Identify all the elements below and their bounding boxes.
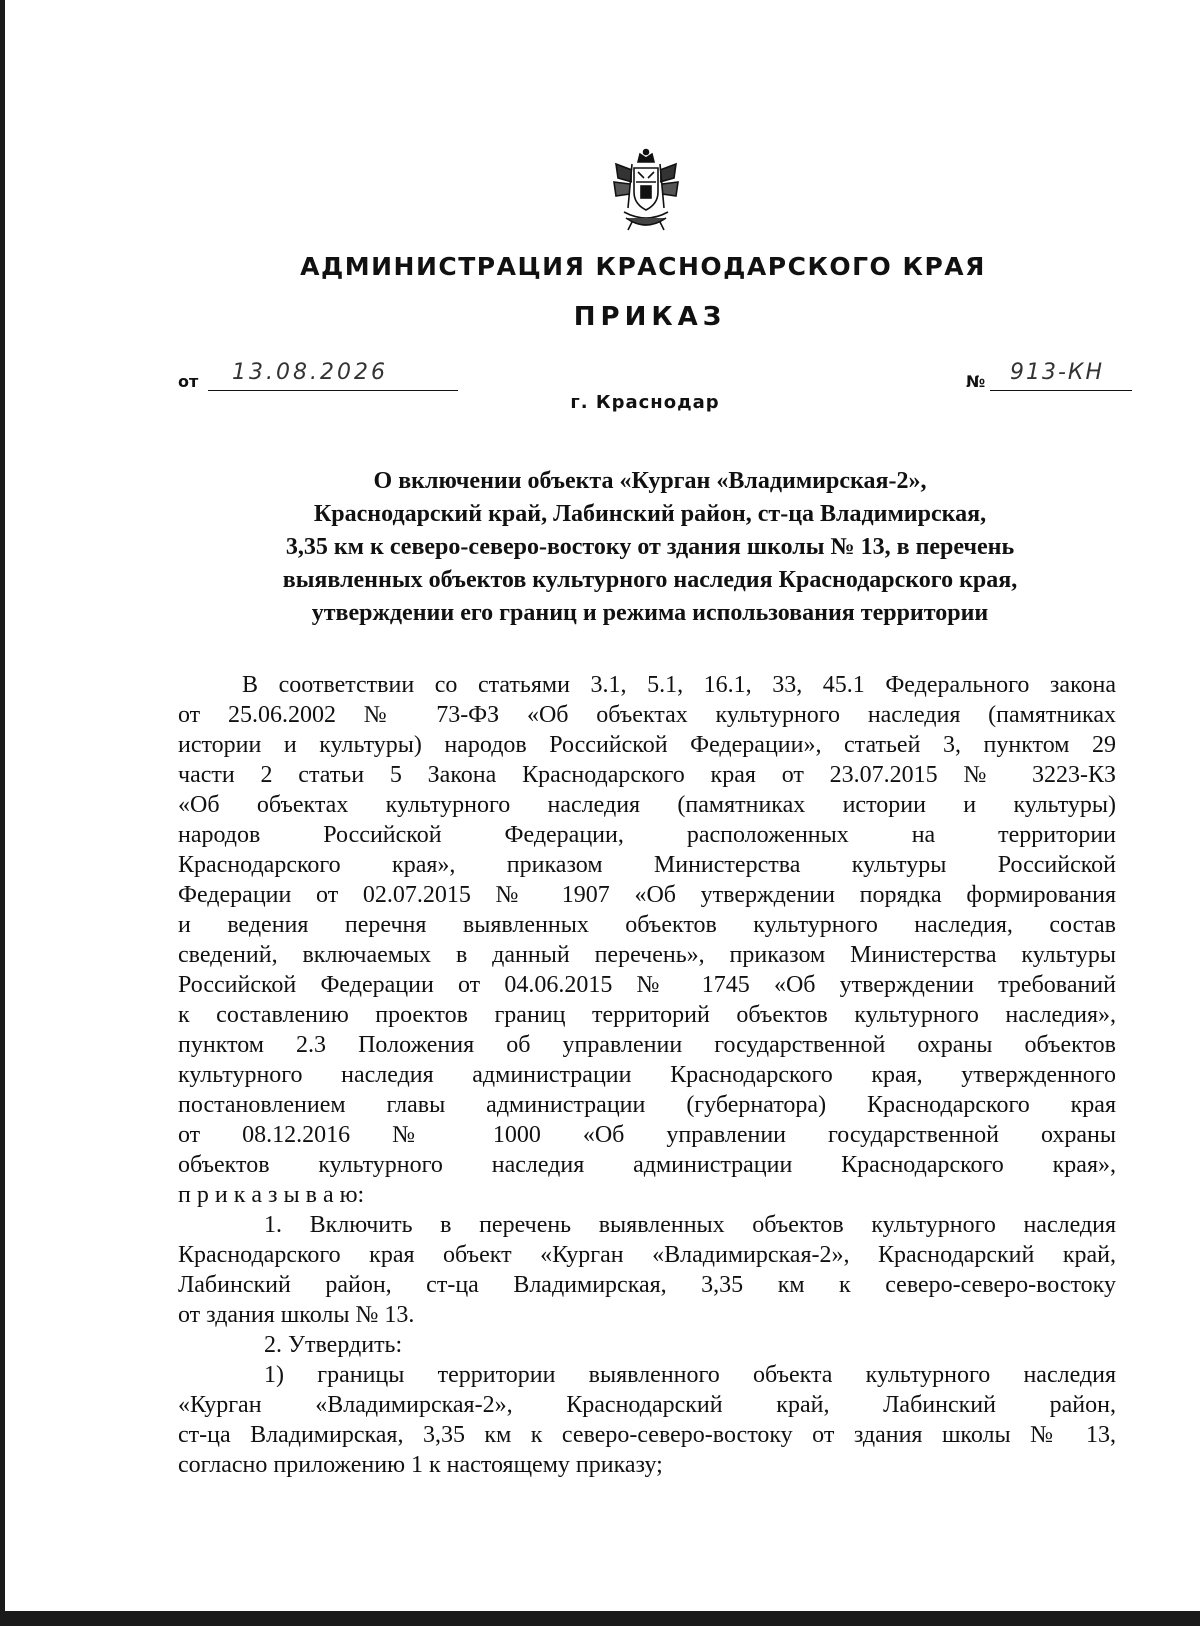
body-line: от 25.06.2002 № 73-ФЗ «Об объектах культурного наследия (памятниках: [178, 702, 1116, 728]
body-line: истории и культуры) народов Российской Федерации», статьей 3, пунктом 29: [178, 732, 1116, 758]
body-line: от 08.12.2016 № 1000 «Об управлении государственной охраны: [178, 1122, 1116, 1148]
document-subject: [180, 465, 1120, 630]
body-line: Краснодарского края объект «Курган «Владимирская-2», Краснодарский край,: [178, 1242, 1116, 1268]
subject-line: О включении объекта «Курган «Владимирская-2»,: [373, 468, 927, 494]
organization-title: АДМИНИСТРАЦИЯ КРАСНОДАРСКОГО КРАЯ: [300, 252, 986, 281]
body-line: культурного наследия администрации Краснодарского края, утвержденного: [178, 1062, 1116, 1088]
body-line: 1. Включить в перечень выявленных объектов культурного наследия: [264, 1212, 1116, 1238]
body-line: Федерации от 02.07.2015 № 1907 «Об утверждении порядка формирования: [178, 882, 1116, 908]
body-line: Лабинский район, ст-ца Владимирская, 3,35 км к северо-северо-востоку: [178, 1272, 1116, 1298]
scan-edge-left: [0, 0, 5, 1626]
body-line: и ведения перечня выявленных объектов культурного наследия, состав: [178, 912, 1116, 938]
body-line: к составлению проектов границ территорий объектов культурного наследия»,: [178, 1002, 1116, 1028]
body-line: от здания школы № 13.: [178, 1302, 415, 1328]
body-line: пунктом 2.3 Положения об управлении государственной охраны объектов: [178, 1032, 1116, 1058]
document-type: ПРИКАЗ: [573, 302, 727, 332]
order-word: п р и к а з ы в а ю:: [178, 1182, 365, 1208]
subject-line: выявленных объектов культурного наследия Краснодарского края,: [282, 567, 1018, 593]
body-line: объектов культурного наследия администрации Краснодарского края»,: [178, 1152, 1116, 1178]
body-line: ст-ца Владимирская, 3,35 км к северо-северо-востоку от здания школы № 13,: [178, 1422, 1116, 1448]
body-line: В соответствии со статьями 3.1, 5.1, 16.1, 33, 45.1 Федерального закона: [242, 672, 1116, 698]
number-label: №: [966, 372, 986, 391]
subject-line: утверждении его границ и режима использования территории: [311, 600, 989, 626]
body-line: постановлением главы администрации (губернатора) Краснодарского края: [178, 1092, 1116, 1118]
body-line: сведений, включаемых в данный перечень», приказом Министерства культуры: [178, 942, 1116, 968]
body-line: «Об объектах культурного наследия (памятниках истории и культуры): [178, 792, 1116, 818]
coat-of-arms-icon: [608, 148, 684, 234]
subject-line: 3,35 км к северо-северо-востоку от здания школы № 13, в перечень: [285, 534, 1015, 560]
body-line: Краснодарского края», приказом Министерства культуры Российской: [178, 852, 1116, 878]
date-value: 13.08.2026: [232, 360, 388, 385]
body-line: 2. Утвердить:: [264, 1332, 403, 1358]
subject-line: Краснодарский край, Лабинский район, ст-ца Владимирская,: [313, 501, 987, 527]
body-line: части 2 статьи 5 Закона Краснодарского края от 23.07.2015 № 3223-КЗ: [178, 762, 1116, 788]
city: г. Краснодар: [570, 392, 720, 413]
document-body: [178, 670, 1116, 1480]
number-value: 913-КН: [1010, 360, 1105, 385]
body-line: «Курган «Владимирская-2», Краснодарский край, Лабинский район,: [178, 1392, 1116, 1418]
body-line: народов Российской Федерации, расположенных на территории: [178, 822, 1116, 848]
date-label: от: [178, 372, 199, 391]
body-line: 1) границы территории выявленного объекта культурного наследия: [264, 1362, 1116, 1388]
scan-edge-bottom: [0, 1611, 1200, 1626]
body-line: Российской Федерации от 04.06.2015 № 1745 «Об утверждении требований: [178, 972, 1116, 998]
body-line: согласно приложению 1 к настоящему приказу;: [178, 1452, 663, 1478]
